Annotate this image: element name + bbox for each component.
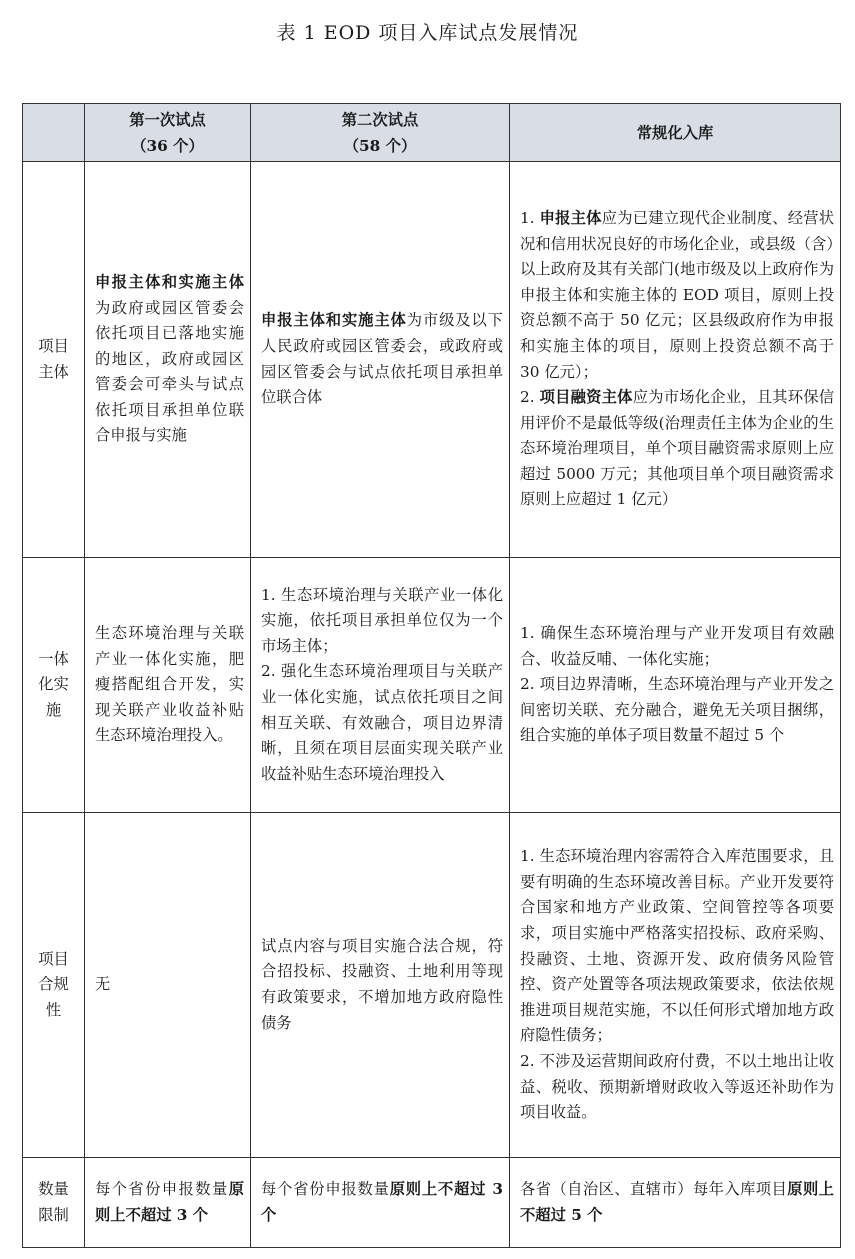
cell-quantity-second-pilot: 每个省份申报数量原则上不超过 3 个 [251,1158,510,1248]
cell-integration-first-pilot: 生态环境治理与关联产业一体化实施，肥瘦搭配组合开发，实现关联产业收益补贴生态环境治理投入。 [85,558,251,813]
cell-compliance-regular-entry [510,813,841,1158]
header-second-pilot [251,104,510,162]
cell-compliance-second-pilot: 试点内容与项目实施合法合规，符合招投标、投融资、土地利用等现有政策要求，不增加地方政府隐性债务 [251,813,510,1158]
header-row [23,104,841,162]
row-label-compliance: 项目 合规 性 [23,813,85,1158]
cell-integration-regular-entry [510,558,841,813]
cell-subject-first-pilot: 申报主体和实施主体为政府或园区管委会依托项目已落地实施的地区，政府或园区管委会可牵头与试点依托项目承担单位联合申报与实施 [85,162,251,558]
table-row-integrated-implementation [23,558,841,813]
table-title: 表 1 EOD 项目入库试点发展情况 [276,22,579,44]
cell-integration-second-pilot [251,558,510,813]
paragraph: 2. 项目边界清晰，生态环境治理与产业开发之间密切关联、充分融合，避免无关项目捆绑，组合实施的单体子项目数量不超过 5 个 [520,675,834,745]
header-second-pilot-name: 第二次试点 [341,111,419,130]
cell-subject-regular-entry [510,162,841,558]
paragraph: 1. 确保生态环境治理与产业开发项目有效融合、收益反哺、一体化实施； [520,624,834,668]
paragraph: 2. 强化生态环境治理项目与关联产业一体化实施，试点依托项目之间相互关联、有效融合，项目边界清晰，且须在项目层面实现关联产业收益补贴生态环境治理投入 [261,662,503,783]
cell-compliance-first-pilot: 无 [85,813,251,1158]
table-row-quantity-limit [23,1158,841,1248]
header-second-pilot-count: （58 个） [343,137,417,155]
table-row-project-subject [23,162,841,558]
eod-pilot-table [22,103,841,1248]
paragraph: 1. 生态环境治理内容需符合入库范围要求，且要有明确的生态环境改善目标。产业开发要符合国家和地方产业政策、空间管控等各项要求，项目实施中严格落实招投标、政府采购、投融资、土地、资源开发、政府债务风险管控、资产处置等各项法规政策要求，依法依规推进项目规范实施，不以任何形式增加地方政府隐性债务； [520,847,834,1045]
header-first-pilot [85,104,251,162]
header-regular-entry: 常规化入库 [510,104,841,162]
cell-quantity-first-pilot: 每个省份申报数量原则上不超过 3 个 [85,1158,251,1248]
table-row-compliance [23,813,841,1158]
header-blank [23,104,85,162]
paragraph: 2. 不涉及运营期间政府付费，不以土地出让收益、税收、预期新增财政收入等返还补助作为项目收益。 [520,1051,834,1122]
row-label-project-subject: 项目 主体 [23,162,85,558]
paragraph: 2. 项目融资主体应为市场化企业，且其环保信用评价不是最低等级(治理责任主体为企业的生态环境治理项目，单个项目融资需求原则上应超过 5000 万元；其他项目单个项目融资需求原则上应超过 1 亿元） [520,388,834,509]
row-label-quantity-limit: 数量 限制 [23,1158,85,1248]
header-first-pilot-name: 第一次试点 [129,111,206,130]
paragraph: 1. 生态环境治理与关联产业一体化实施，依托项目承担单位仅为一个市场主体； [261,585,503,655]
cell-subject-second-pilot: 申报主体和实施主体为市级及以下人民政府或园区管委会，或政府或园区管委会与试点依托项目承担单位联合体 [251,162,510,558]
header-first-pilot-count: （36 个） [131,137,204,155]
row-label-integrated-implementation: 一体 化实 施 [23,558,85,813]
paragraph: 1. 申报主体应为已建立现代企业制度、经营状况和信用状况良好的市场化企业，或县级（含）以上政府及其有关部门(地市级及以上政府作为申报主体和实施主体的 EOD 项目，原则上投资总额不高于 50 亿元；区县级政府作为申报和实施主体的项目，原则上投资总额不高于 30 亿元）； [520,208,834,381]
cell-quantity-regular-entry: 各省（自治区、直辖市）每年入库项目原则上不超过 5 个 [510,1158,841,1248]
